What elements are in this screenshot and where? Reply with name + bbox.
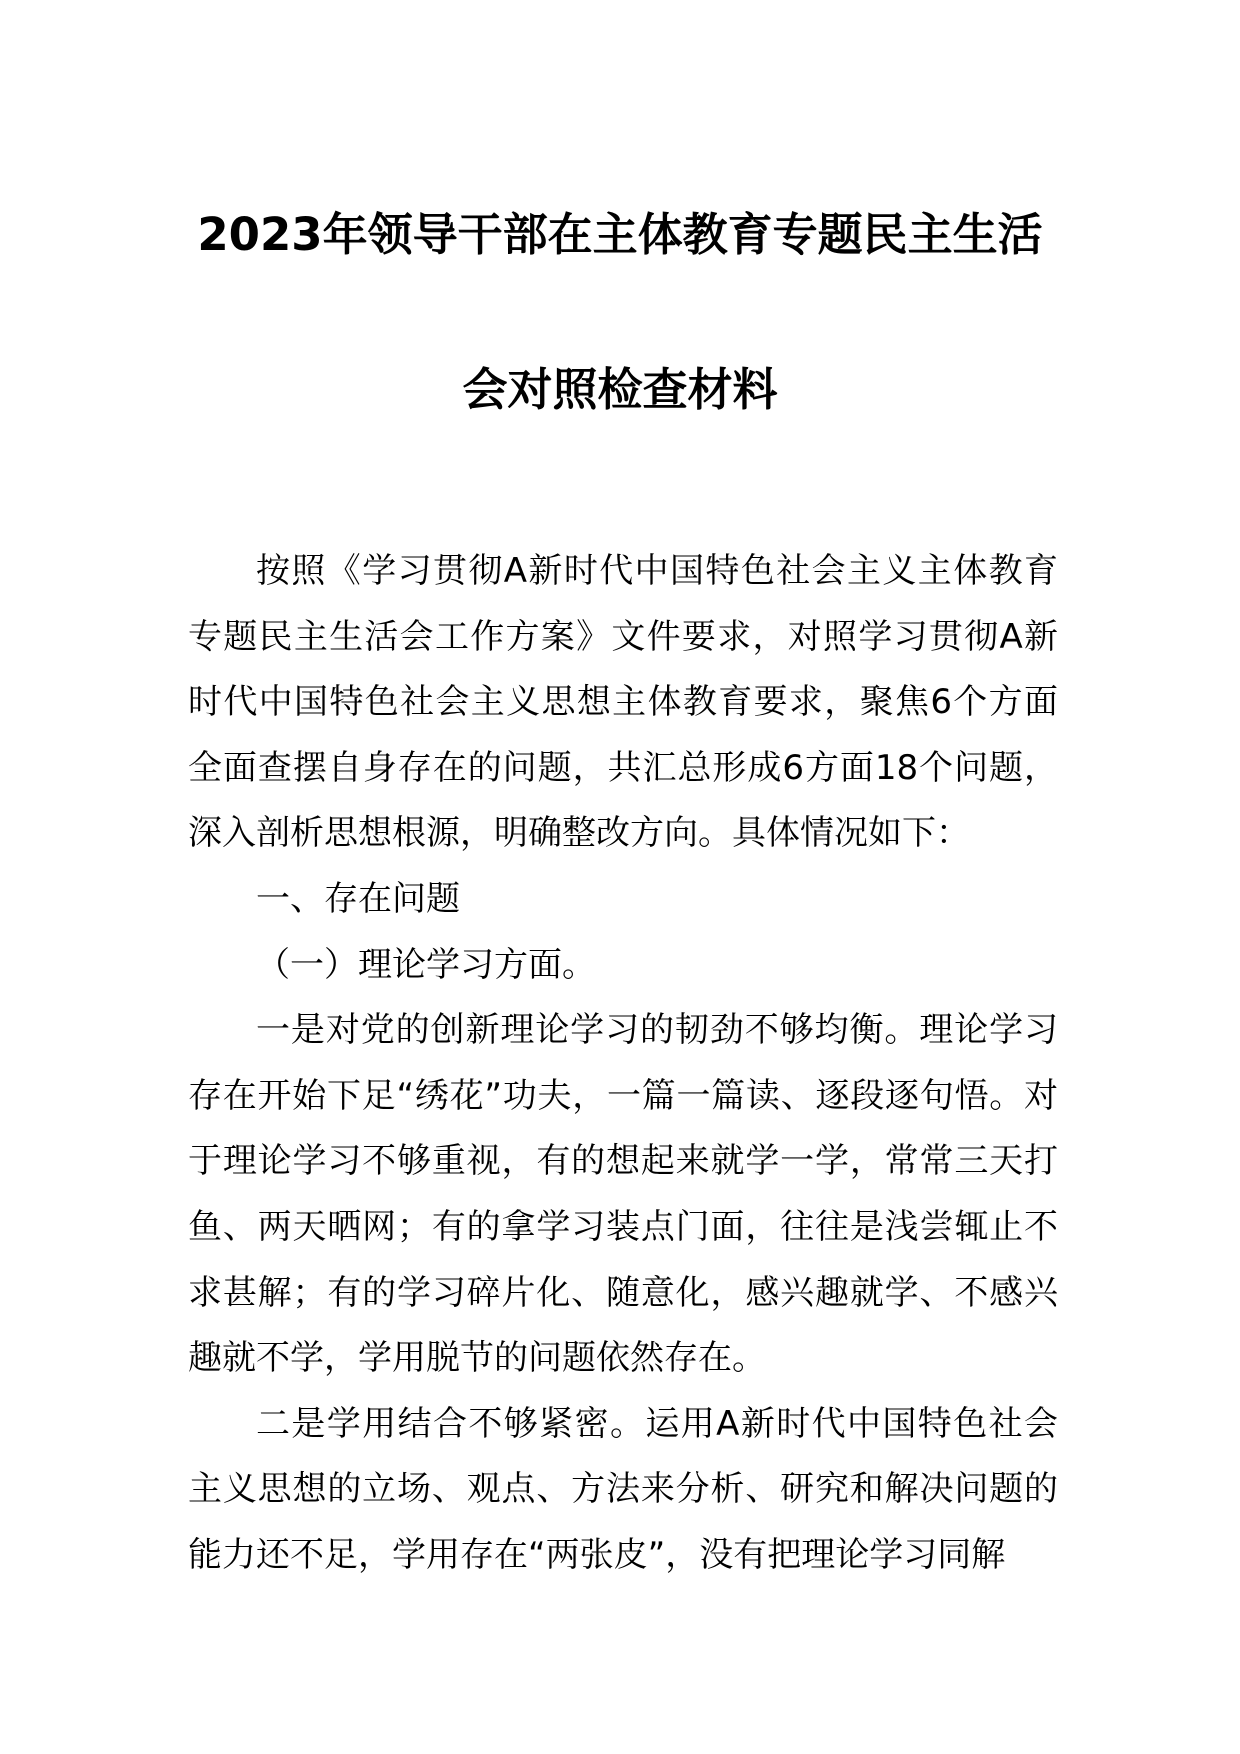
document-title-line-1: 2023年领导干部在主体教育专题民主生活 <box>197 208 1043 261</box>
subsection-heading-theory-study: （一）理论学习方面。 <box>256 944 596 985</box>
document-body <box>188 539 1058 1589</box>
problem-paragraph-1: 一是对党的创新理论学习的韧劲不够均衡。理论学习存在开始下足“绣花”功夫，一篇一篇读、逐段逐句悟。对于理论学习不够重视，有的想起来就学一学，常常三天打鱼、两天晒网；有的拿学习装点门面，往往是浅尝辄止不求甚解；有的学习碎片化、随意化，感兴趣就学、不感兴趣就不学，学用脱节的问题依然存在。 <box>188 1010 1058 1379</box>
problem-paragraph-2: 二是学用结合不够紧密。运用A新时代中国特色社会主义思想的立场、观点、方法来分析、研究和解决问题的能力还不足，学用存在“两张皮”，没有把理论学习同解 <box>188 1403 1058 1575</box>
section-heading-existing-problems: 一、存在问题 <box>256 878 460 919</box>
document-title-line-2: 会对照检查材料 <box>462 363 778 416</box>
intro-paragraph: 按照《学习贯彻A新时代中国特色社会主义主体教育专题民主生活会工作方案》文件要求，对照学习贯彻A新时代中国特色社会主义思想主体教育要求，聚焦6个方面全面查摆自身存在的问题，共汇总形成6方面18个问题，深入剖析思想根源，明确整改方向。具体情况如下： <box>188 551 1058 854</box>
